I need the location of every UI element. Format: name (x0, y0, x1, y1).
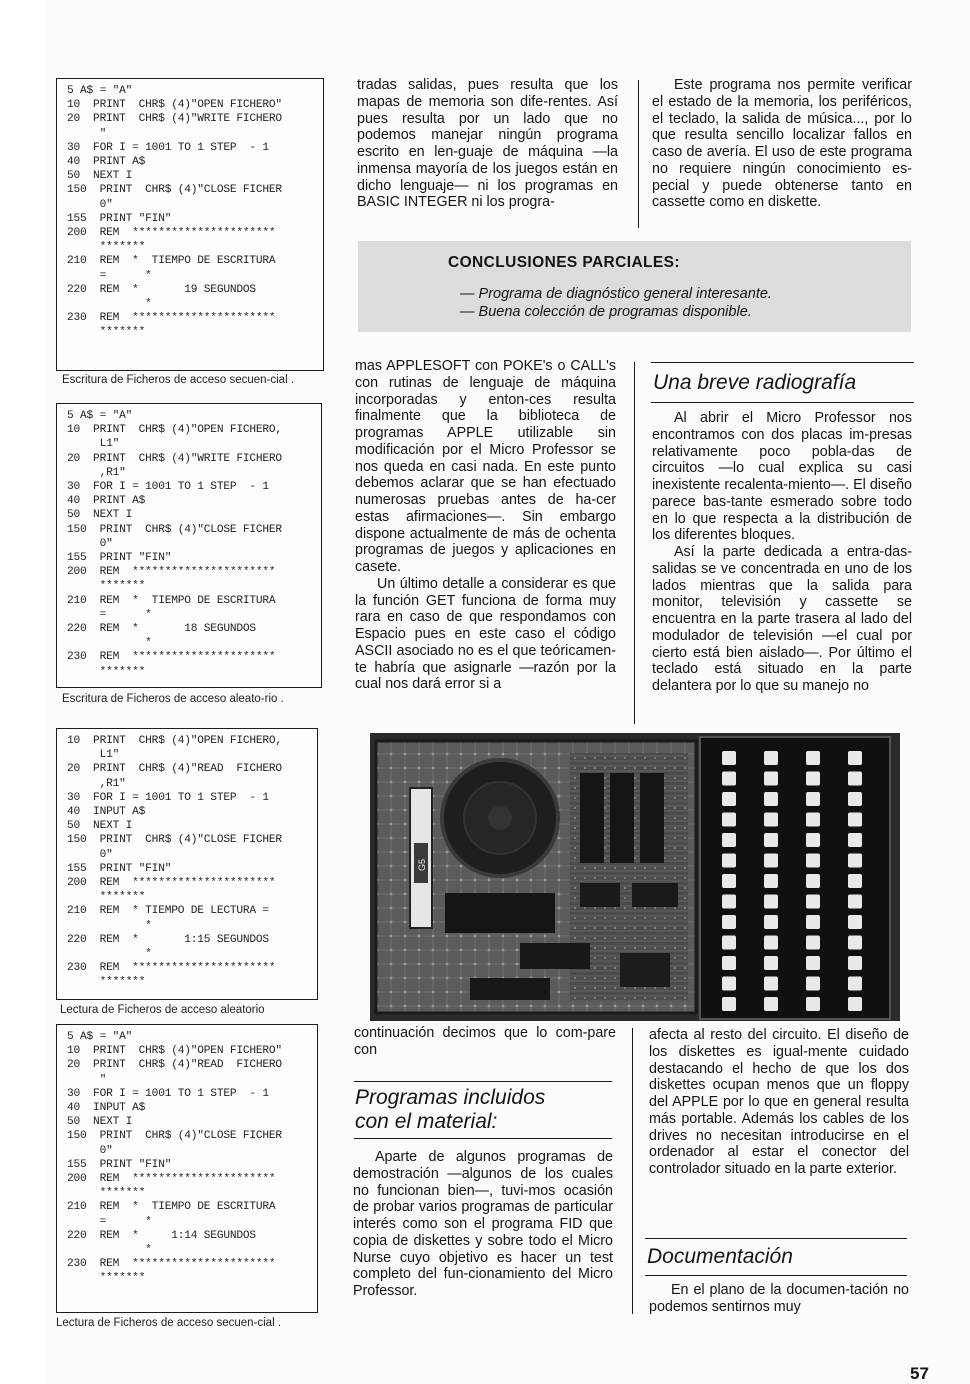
code-line: 150 PRINT CHR$ (4)"CLOSE FICHER (67, 523, 282, 536)
code-line: 150 PRINT CHR$ (4)"CLOSE FICHER (67, 834, 282, 847)
page-margin (0, 0, 46, 1384)
code-line: 20 PRINT CHR$ (4)"WRITE FICHERO (67, 452, 282, 465)
keyboard-key (764, 854, 778, 868)
code-line: ******* (67, 976, 146, 989)
code-line: 150 PRINT CHR$ (4)"CLOSE FICHER (67, 184, 282, 197)
keyboard-key (722, 915, 736, 929)
code-line: " (67, 127, 107, 140)
keyboard-key (806, 874, 820, 888)
code-line: 30 FOR I = 1001 TO 1 STEP - 1 (67, 481, 269, 494)
code-line: 5 A$ = "A" (67, 1031, 133, 1043)
conclusions-title: CONCLUSIONES PARCIALES: (448, 254, 680, 271)
conclusion-item: — Buena colección de programas disponible. (460, 304, 752, 320)
paragraph: afecta al resto del circuito. El diseño de los diskettes es igual-mente cuidado destacando el hecho de que los dos diskettes ocupan menos que un floppy del APPLE por lo que en general resulta más portable. Además los cables de los drives no necesitan introducirse en el ordenador al estar el conector del controlador situado en la parte exterior. (649, 1027, 909, 1177)
code-line: * (67, 1244, 152, 1257)
keyboard-key (848, 997, 862, 1011)
code-line: 0" (67, 198, 113, 211)
code-line: 210 REM * TIEMPO DE ESCRITURA (67, 594, 276, 607)
heading-rule-bottom (645, 1275, 907, 1276)
code-listing-3 (56, 728, 318, 1000)
code-line: 40 INPUT A$ (67, 806, 146, 819)
code-line: ,R1" (67, 466, 126, 479)
keyboard-key (848, 956, 862, 970)
heading-rule-top (651, 362, 914, 363)
code-lines (67, 1030, 311, 1286)
keyboard-key (806, 833, 820, 847)
keyboard-key (806, 772, 820, 786)
paragraph: Así la parte dedicada a entra-das-salidas se ve concentrada en uno de los lados mientras que la salida para monitor, televisión y cassette se encuentra en la parte trasera al lado del modulador de televisión —el cual por cierto está bien aislado—. Por último el teclado está situado en la parte delantera por lo que su manejo no (652, 544, 912, 694)
listing-caption-1: Escritura de Ficheros de acceso secuen-cial . (62, 374, 295, 386)
keyboard-key (806, 915, 820, 929)
code-line: 155 PRINT "FIN" (67, 862, 172, 875)
listing-caption-3: Lectura de Ficheros de acceso aleatorio (60, 1004, 265, 1016)
code-line: 220 REM * 1:14 SEGUNDOS (67, 1229, 256, 1242)
keyboard-key (806, 997, 820, 1011)
code-line: 10 PRINT CHR$ (4)"OPEN FICHERO, (67, 735, 282, 747)
keyboard-key (806, 854, 820, 868)
code-listing-2 (56, 403, 322, 688)
code-line: 220 REM * 19 SEGUNDOS (67, 283, 256, 296)
article-column-3-bottom (649, 1027, 909, 1178)
code-line: 230 REM ********************** (67, 1258, 276, 1271)
column-divider (632, 1028, 633, 1314)
column-divider (634, 362, 635, 724)
heading-rule-bottom (354, 1138, 612, 1139)
code-line: 220 REM * 18 SEGUNDOS (67, 623, 256, 636)
code-line: 40 PRINT A$ (67, 495, 146, 508)
code-line: 210 REM * TIEMPO DE ESCRITURA (67, 1201, 276, 1214)
code-line: ******* (67, 1272, 146, 1285)
code-line: 220 REM * 1:15 SEGUNDOS (67, 933, 269, 946)
conclusions-box (358, 241, 911, 332)
heading-rule-top (645, 1238, 907, 1239)
article-column-3-mid (652, 410, 912, 695)
section-heading: Una breve radiografía (653, 371, 857, 394)
keyboard-key (722, 997, 736, 1011)
code-line: = * (67, 608, 152, 621)
page-number: 57 (910, 1364, 929, 1383)
listing-caption-4: Lectura de Ficheros de acceso secuen-cial . (56, 1317, 282, 1329)
keyboard-key (764, 977, 778, 991)
listing-caption-2: Escritura de Ficheros de acceso aleato-rio . (62, 693, 284, 705)
keyboard-key (722, 936, 736, 950)
keyboard-key (848, 895, 862, 909)
keyboard-key (764, 874, 778, 888)
keyboard-key (848, 772, 862, 786)
code-line: = * (67, 1215, 152, 1228)
code-line: 200 REM ********************** (67, 227, 276, 240)
code-line: 10 PRINT CHR$ (4)"OPEN FICHERO, (67, 424, 282, 437)
code-line: 150 PRINT CHR$ (4)"CLOSE FICHER (67, 1130, 282, 1143)
code-line: 20 PRINT CHR$ (4)"READ FICHERO (67, 763, 282, 776)
code-line: 230 REM ********************** (67, 312, 276, 325)
article-column-2-top (357, 77, 618, 211)
code-line: 50 NEXT I (67, 509, 133, 522)
keyboard-key (848, 977, 862, 991)
article-column-3-bottom-text (649, 1282, 909, 1316)
keyboard-key (764, 772, 778, 786)
code-line: 230 REM ********************** (67, 651, 276, 664)
conclusion-item: — Programa de diagnóstico general interesante. (460, 286, 772, 302)
keyboard-key (848, 833, 862, 847)
article-column-2-mid (355, 358, 616, 693)
paragraph: Al abrir el Micro Professor nos encontramos con dos placas im-presas relativamente poco pobla-das de circuitos —lo cual explica su casi inexistente recalenta-miento—. El diseño parece bas-tante esmerado sobre todo en lo que respecta a la distribución de los diferentes bloques. (652, 410, 912, 544)
code-lines (67, 734, 311, 990)
keyboard-key (764, 813, 778, 827)
code-line: 210 REM * TIEMPO DE LECTURA = (67, 905, 269, 918)
paragraph: Un último detalle a considerar es que la función GET funciona de forma muy rara en caso de que respondamos con Espacio pues en este caso el código ASCII asociado no es el que teóricamen-te habría que asignarle —razón por la cual nos dará error si a (355, 575, 616, 693)
code-line: 230 REM ********************** (67, 962, 276, 975)
code-line: ******* (67, 326, 146, 339)
column-divider (638, 80, 639, 228)
code-line: 30 FOR I = 1001 TO 1 STEP - 1 (67, 141, 269, 154)
code-line: ******* (67, 891, 146, 904)
code-line: 10 PRINT CHR$ (4)"OPEN FICHERO" (67, 1045, 282, 1058)
code-line: 20 PRINT CHR$ (4)"WRITE FICHERO (67, 113, 282, 126)
heading-rule-bottom (651, 402, 914, 403)
keyboard-key (848, 751, 862, 765)
code-line: 5 A$ = "A" (67, 85, 133, 97)
keyboard-key (722, 895, 736, 909)
keyboard-key (848, 854, 862, 868)
keyboard-key (848, 792, 862, 806)
code-lines (67, 409, 315, 679)
paragraph: tradas salidas, pues resulta que los mapas de memoria son dife-rentes. Así pues resulta por un lado que no podemos manejar ningún programa escrito en len-guaje de máquina —la inmensa mayoría de los juegos están en dicho lenguaje— ni los programas en BASIC INTEGER ni los progra- (357, 77, 618, 211)
code-line: 5 A$ = "A" (67, 410, 133, 422)
code-listing-1 (56, 78, 324, 371)
circuit-board-illustration (370, 733, 900, 1021)
code-line: * (67, 298, 152, 311)
keyboard-key (764, 936, 778, 950)
code-line: ******* (67, 1187, 146, 1200)
code-line: ******* (67, 665, 146, 678)
section-heading (355, 1086, 613, 1134)
code-line: 50 NEXT I (67, 170, 133, 183)
paragraph: Aparte de algunos programas de demostración —algunos de los cuales no funcionan bien—, tuvi-mos ocasión de probar varios programas de particular interés como son el programa FID que copia de diskettes y sobre todo el Micro Nurse cuyo objetivo es hacer un test completo del fun-cionamiento del Micro Professor. (353, 1149, 613, 1299)
keyboard-key (764, 833, 778, 847)
code-listing-4 (56, 1024, 318, 1313)
keyboard-key (722, 854, 736, 868)
keyboard-key (806, 956, 820, 970)
paragraph: En el plano de la documen-tación no podemos sentirnos muy (649, 1282, 909, 1315)
heading-line: Programas incluidos (355, 1086, 546, 1109)
heading-rule-top (354, 1081, 612, 1082)
code-line: 20 PRINT CHR$ (4)"READ FICHERO (67, 1059, 282, 1072)
keyboard-key (722, 772, 736, 786)
paragraph: mas APPLESOFT con POKE's o CALL's con rutinas de lenguaje de máquina incorporadas y enton-ces resulta finalmente que la biblioteca de programas APPLE utilizable sin modificación por el Micro Professor se nos queda en casi nada. En este punto debemos aclarar que se han efectuado numerosas pruebas antes de ha-cer estas afirmaciones—. Sin embargo dispone actualmente de más de ochenta programas de juegos y aplicaciones en casete. (355, 358, 616, 575)
keyboard-key (806, 936, 820, 950)
code-line: ******* (67, 241, 146, 254)
paragraph: continuación decimos que lo com-pare con (354, 1025, 616, 1058)
code-line: 0" (67, 1144, 113, 1157)
code-line: * (67, 919, 152, 932)
code-line: 50 NEXT I (67, 820, 133, 833)
section-heading: Documentación (647, 1245, 793, 1268)
ic-chip (445, 893, 555, 933)
keyboard-key (722, 751, 736, 765)
code-line: L1" (67, 749, 120, 762)
code-line: * (67, 948, 152, 961)
article-column-3-top (652, 77, 912, 211)
heading-line: con el material: (355, 1110, 498, 1133)
circuit-board-photo (370, 733, 900, 1021)
keyboard-key (764, 956, 778, 970)
code-line: 40 INPUT A$ (67, 1102, 146, 1115)
keyboard-key (806, 813, 820, 827)
code-line: = * (67, 269, 152, 282)
keyboard-key (722, 813, 736, 827)
code-line: 200 REM ********************** (67, 877, 276, 890)
keyboard-key (806, 977, 820, 991)
keyboard-key (764, 895, 778, 909)
keyboard-key (848, 813, 862, 827)
code-line: " (67, 1073, 107, 1086)
code-line: ******* (67, 580, 146, 593)
code-line: 30 FOR I = 1001 TO 1 STEP - 1 (67, 1087, 269, 1100)
keyboard-key (848, 936, 862, 950)
code-line: 0" (67, 848, 113, 861)
code-line: 210 REM * TIEMPO DE ESCRITURA (67, 255, 276, 268)
code-line: 40 PRINT A$ (67, 156, 146, 169)
code-line: 50 NEXT I (67, 1116, 133, 1129)
code-line: 10 PRINT CHR$ (4)"OPEN FICHERO" (67, 99, 282, 112)
keyboard-key (806, 751, 820, 765)
code-line: L1" (67, 438, 120, 451)
keyboard-key (764, 792, 778, 806)
code-line: 200 REM ********************** (67, 566, 276, 579)
keyboard-key (764, 997, 778, 1011)
code-line: * (67, 637, 152, 650)
keyboard-key (848, 915, 862, 929)
keyboard-key (848, 874, 862, 888)
code-lines (67, 84, 317, 340)
code-line: ,R1" (67, 777, 126, 790)
keyboard-key (722, 833, 736, 847)
keyboard-key (806, 895, 820, 909)
keyboard-key (764, 915, 778, 929)
paragraph: Este programa nos permite verificar el estado de la memoria, los periféricos, el teclado, la salida de música..., por lo que resulta sencillo localizar fallos en caso de avería. El uso de este programa no requiere ningún conocimiento es-pecial y puede obtenerse tanto en cassette como en diskette. (652, 77, 912, 211)
code-line: 30 FOR I = 1001 TO 1 STEP - 1 (67, 791, 269, 804)
keyboard-key (806, 792, 820, 806)
keyboard-key (764, 751, 778, 765)
code-line: 200 REM ********************** (67, 1173, 276, 1186)
article-column-2-bottom (354, 1025, 616, 1059)
code-line: 155 PRINT "FIN" (67, 212, 172, 225)
keyboard-key (722, 792, 736, 806)
keyboard-key (722, 874, 736, 888)
chip-label: G5 (417, 858, 427, 872)
article-column-2-bottom-text (353, 1149, 613, 1300)
code-line: 0" (67, 537, 113, 550)
keyboard-key (722, 956, 736, 970)
keyboard-key (722, 977, 736, 991)
code-line: 155 PRINT "FIN" (67, 1158, 172, 1171)
code-line: 155 PRINT "FIN" (67, 552, 172, 565)
